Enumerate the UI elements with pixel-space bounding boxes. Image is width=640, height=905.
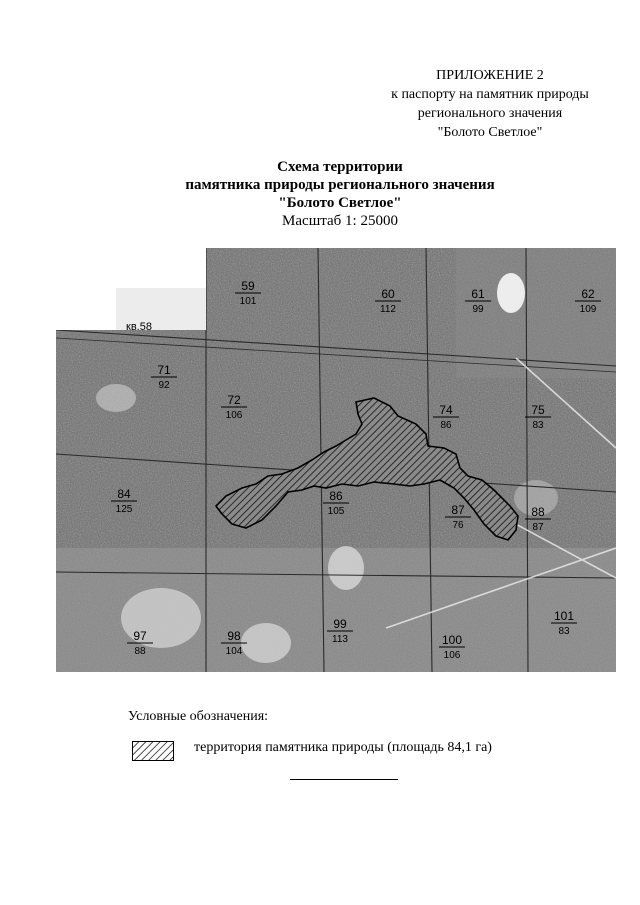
quarter-number: 71: [157, 363, 171, 377]
quarter-area: 113: [332, 634, 348, 645]
quarter-area: 88: [134, 646, 146, 657]
quarter-number: 74: [439, 403, 453, 417]
appendix-subtitle-1: к паспорту на памятник природы: [391, 87, 589, 102]
quarter-number: 60: [381, 287, 395, 301]
quarter-area: 83: [558, 626, 570, 637]
appendix-header: [360, 66, 620, 142]
quarter-number: 59: [241, 279, 255, 293]
quarter-area: 106: [443, 650, 461, 661]
quarter-number: 88: [531, 505, 545, 519]
legend-item-label: территория памятника природы (площадь 84,1 га): [194, 740, 492, 755]
quarter-number: 72: [227, 393, 241, 407]
quarter-number: 101: [553, 609, 575, 623]
map-title-line-3: "Болото Светлое": [278, 195, 402, 211]
quarter-area: 101: [239, 296, 257, 307]
quarter-area: 83: [532, 420, 544, 431]
outside-quarter-label: кв.58: [126, 321, 152, 333]
quarter-area: 104: [225, 646, 243, 657]
quarter-number: 84: [117, 487, 131, 501]
quarter-area: 125: [115, 504, 133, 515]
quarter-number: 100: [441, 633, 463, 647]
quarter-area: 106: [225, 410, 243, 421]
quarter-area: 109: [579, 304, 597, 315]
quarter-area: 86: [440, 420, 452, 431]
legend-hatch-swatch: [132, 741, 174, 761]
quarter-number: 62: [581, 287, 595, 301]
quarter-area: 76: [452, 520, 464, 531]
territory-map: [56, 248, 616, 672]
map-scale: Масштаб 1: 25000: [282, 213, 398, 229]
legend-title: Условные обозначения:: [128, 709, 269, 724]
map-title-line-2: памятника природы регионального значения: [185, 177, 495, 193]
quarter-number: 61: [471, 287, 485, 301]
quarter-number: 86: [329, 489, 343, 503]
quarter-area: 99: [472, 304, 484, 315]
closing-rule: [290, 779, 398, 780]
quarter-number: 87: [451, 503, 465, 517]
quarter-number: 97: [133, 629, 147, 643]
quarter-number: 99: [333, 617, 347, 631]
quarter-number: 75: [531, 403, 545, 417]
map-title-line-1: Схема территории: [277, 159, 403, 175]
quarter-area: 87: [532, 522, 544, 533]
quarter-area: 112: [380, 304, 396, 315]
quarter-area: 92: [158, 380, 170, 391]
map-title-block: [140, 158, 540, 230]
appendix-subtitle-3: "Болото Светлое": [437, 125, 543, 140]
appendix-subtitle-2: регионального значения: [417, 106, 563, 121]
quarter-area: 105: [327, 506, 345, 517]
appendix-number: ПРИЛОЖЕНИЕ 2: [436, 68, 544, 83]
quarter-number: 98: [227, 629, 241, 643]
